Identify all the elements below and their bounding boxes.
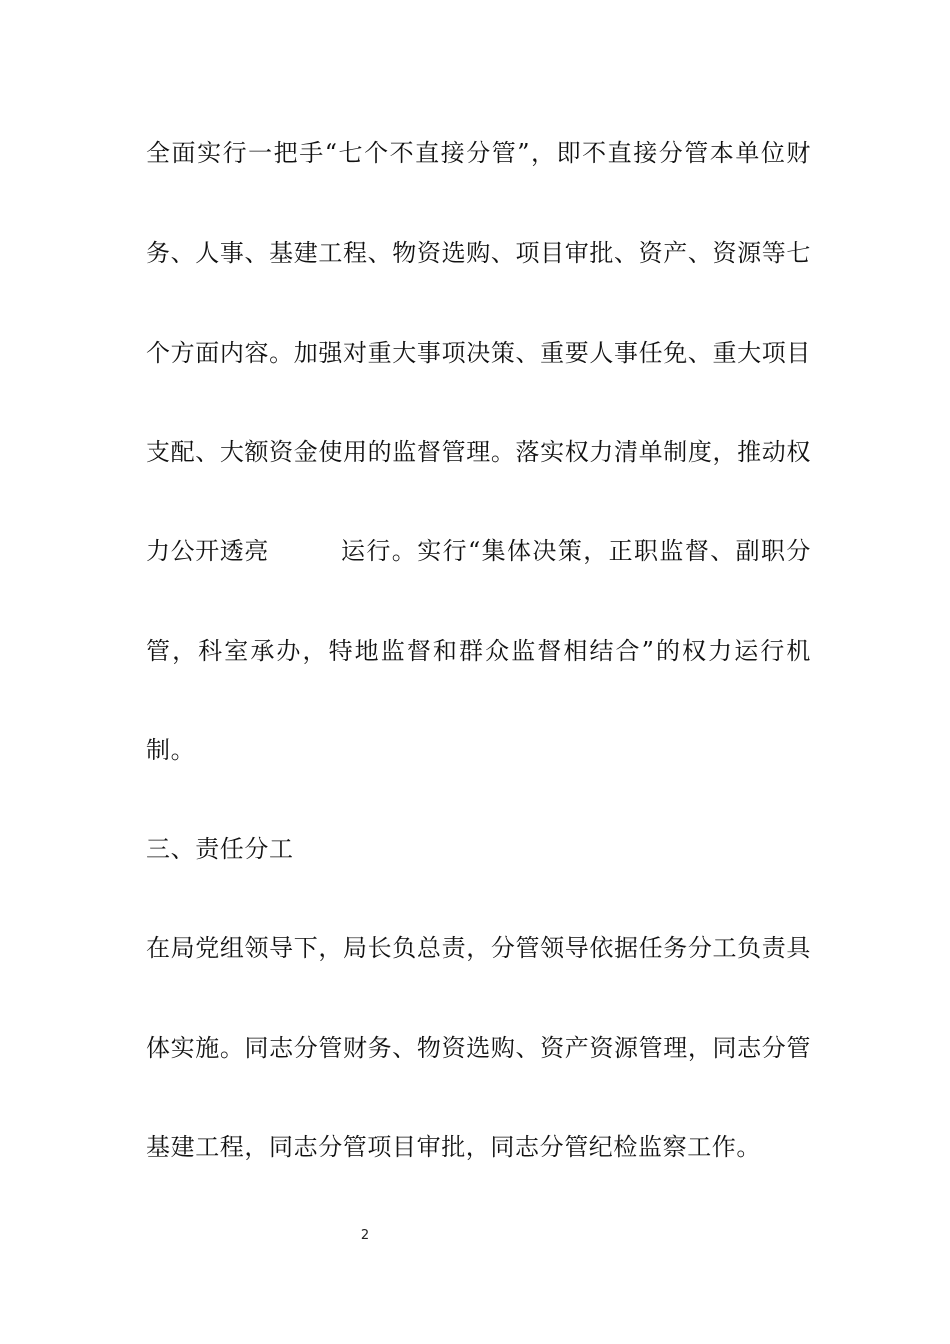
body-line: 务、人事、基建工程、物资选购、项目审批、资产、资源等七 (146, 239, 811, 267)
body-line: 基建工程，同志分管项目审批，同志分管纪检监察工作。 (146, 1133, 761, 1161)
body-line: 体实施。同志分管财务、物资选购、资产资源管理，同志分管 (146, 1034, 811, 1062)
body-line: 制。 (146, 736, 196, 764)
body-line: 在局党组领导下，局长负总责，分管领导依据任务分工负责具 (146, 934, 811, 962)
body-line: 管，科室承办，特地监督和群众监督相结合”的权力运行机 (146, 637, 811, 665)
page-number: 2 (360, 1228, 370, 1243)
body-line-fragment: 运行。实行“集体决策，正职监督、副职分 (341, 537, 811, 565)
body-line: 全面实行一把手“七个不直接分管”，即不直接分管本单位财 (146, 139, 811, 167)
section-heading: 三、责任分工 (146, 835, 294, 863)
body-line-split (146, 536, 811, 566)
body-line-fragment: 力公开透亮 (146, 537, 269, 565)
body-line: 个方面内容。加强对重大事项决策、重要人事任免、重大项目 (146, 339, 811, 367)
body-line: 支配、大额资金使用的监督管理。落实权力清单制度，推动权 (146, 438, 811, 466)
